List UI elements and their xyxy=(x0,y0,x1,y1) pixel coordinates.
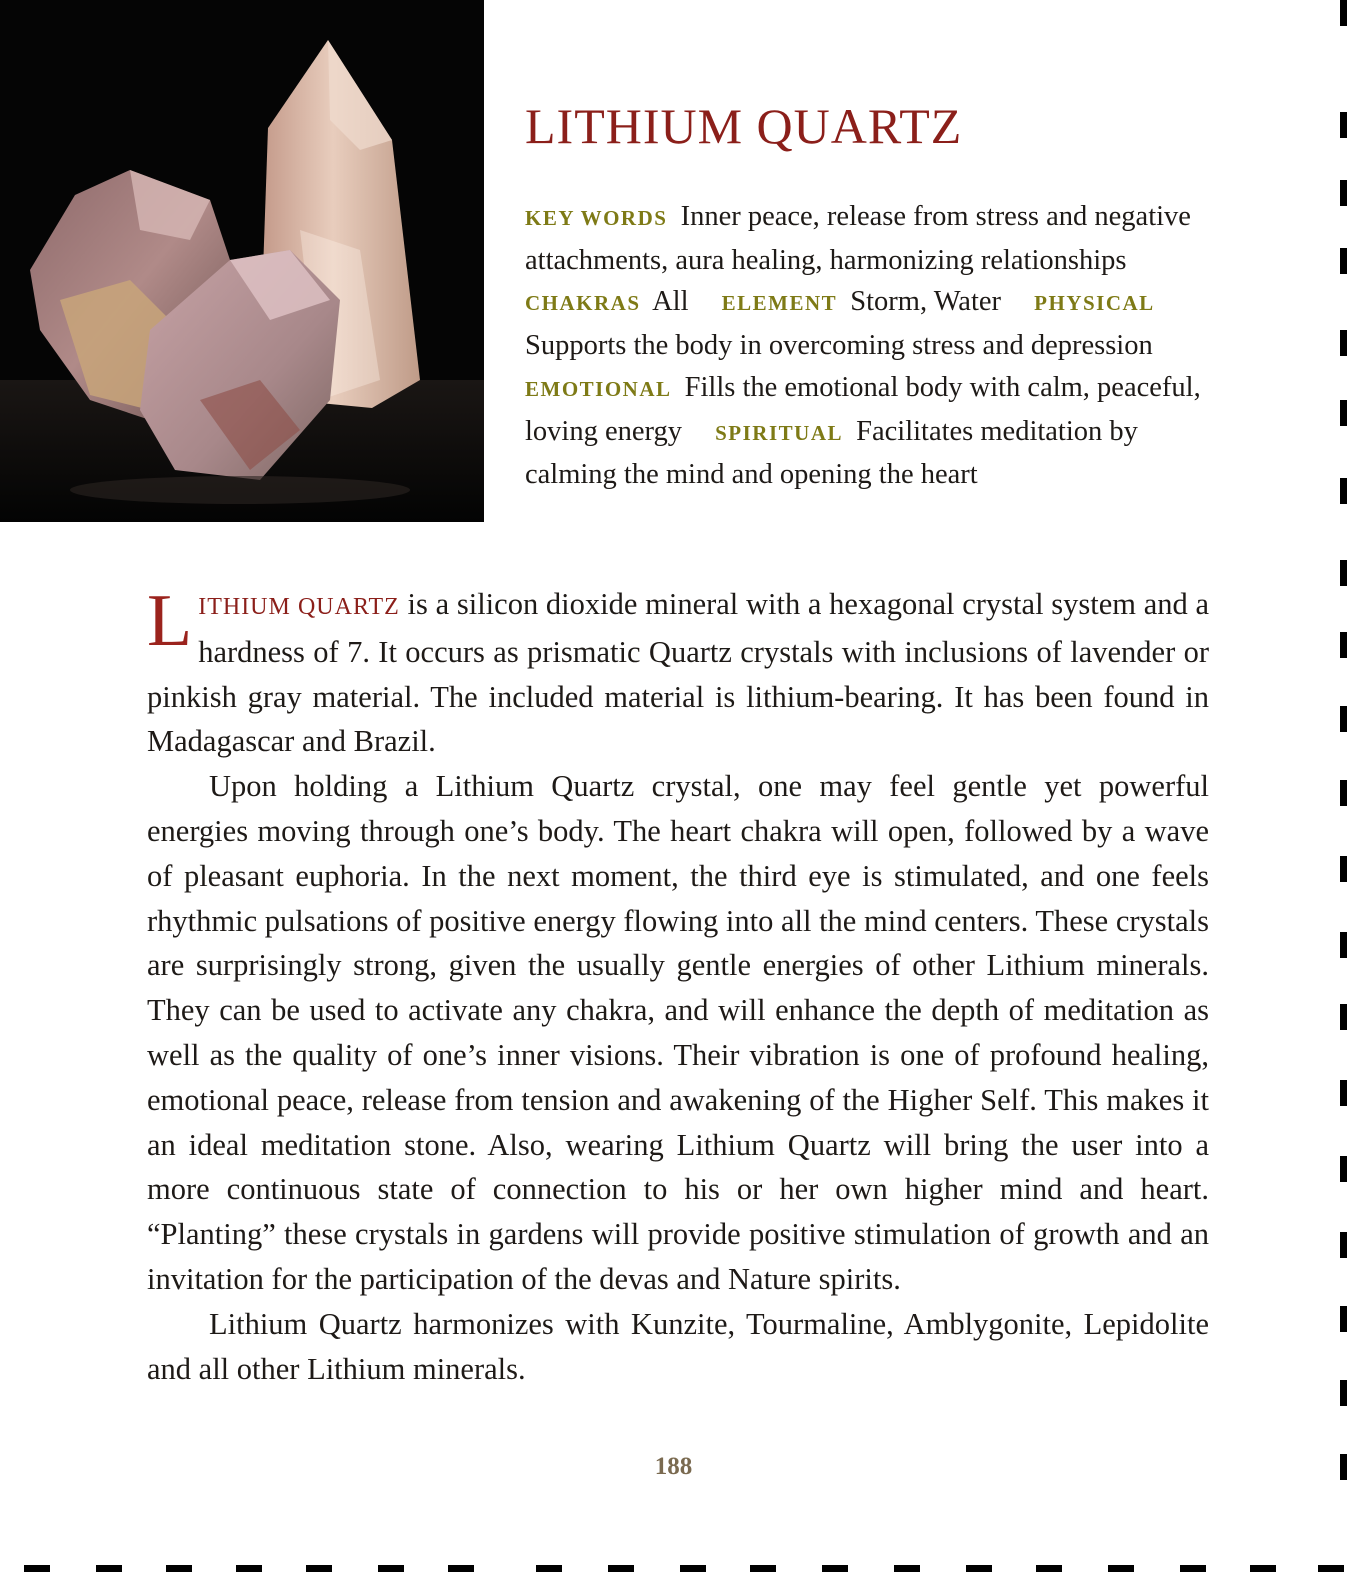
emotional-label: EMOTIONAL xyxy=(525,376,672,401)
drop-cap: L xyxy=(147,580,193,662)
edge-mark xyxy=(1340,112,1347,138)
bottom-edge-marks xyxy=(0,1564,1347,1572)
key-words-label: KEY WORDS xyxy=(525,206,668,230)
edge-mark xyxy=(1340,248,1347,274)
edge-mark xyxy=(1340,1004,1347,1030)
edge-mark xyxy=(236,1565,262,1572)
edge-mark xyxy=(306,1565,332,1572)
edge-mark xyxy=(1340,400,1347,426)
key-words-value: Inner peace, release from stress and negative attachments, aura healing, harmonizing relationships xyxy=(525,201,1191,276)
edge-mark xyxy=(1340,478,1347,504)
physical-value: Supports the body in overcoming stress and depression xyxy=(525,330,1153,362)
paragraph-3: Lithium Quartz harmonizes with Kunzite, Tourmaline, Amblygonite, Lepidolite and all other Lithium minerals. xyxy=(147,1306,1209,1386)
physical-label: PHYSICAL xyxy=(1034,291,1155,316)
edge-mark xyxy=(1340,1380,1347,1406)
right-edge-marks xyxy=(1339,0,1347,1572)
emotional-value: Fills the emotional body with calm, peaceful, loving energy xyxy=(525,371,1201,447)
body-text xyxy=(147,582,1209,1391)
edge-mark xyxy=(1250,1565,1276,1572)
edge-mark xyxy=(1340,330,1347,356)
edge-mark xyxy=(166,1565,192,1572)
edge-mark xyxy=(1340,1080,1347,1106)
paragraph-1 xyxy=(147,582,1209,764)
page-title: LITHIUM QUARTZ xyxy=(525,98,963,154)
paragraph-1-text: is a silicon dioxide mineral with a hexagonal crystal system and a hardness of 7. It occurs as prismatic Quartz crystals with inclusions of lavender or pinkish gray material. The included material is lithium-bearing. It has been found in Madagascar and Brazil. xyxy=(147,587,1209,759)
edge-mark xyxy=(96,1565,122,1572)
page-number: 188 xyxy=(654,1453,693,1480)
edge-mark xyxy=(1318,1565,1344,1572)
edge-mark xyxy=(1340,780,1347,806)
spiritual-value: Facilitates meditation by calming the mind and opening the heart xyxy=(525,415,1138,491)
edge-mark xyxy=(1340,1454,1347,1480)
chakras-label: CHAKRAS xyxy=(525,291,641,316)
edge-mark xyxy=(1180,1565,1206,1572)
edge-mark xyxy=(1340,1232,1347,1258)
edge-mark xyxy=(680,1565,706,1572)
edge-mark xyxy=(1340,632,1347,658)
edge-mark xyxy=(966,1565,992,1572)
edge-mark xyxy=(536,1565,562,1572)
lead-in: ITHIUM QUARTZ xyxy=(198,594,400,620)
edge-mark xyxy=(378,1565,404,1572)
edge-mark xyxy=(1340,706,1347,732)
edge-mark xyxy=(1340,1156,1347,1182)
paragraph-2: Upon holding a Lithium Quartz crystal, one may feel gentle yet powerful energies moving through one’s body. The heart chakra will open, followed by a wave of pleasant euphoria. In the next moment, the third eye is stimulated, and one feels rhythmic pulsations of positive energy flowing into all the mind centers. These crystals are surprisingly strong, given the usually gentle energies of other Lithium minerals. They can be used to activate any chakra, and will enhance the depth of meditation as well as the quality of one’s inner visions. Their vibration is one of profound healing, emotional peace, release from tension and awakening of the Higher Self. This makes it an ideal meditation stone. Also, wearing Lithium Quartz will bring the user into a more continuous state of connection to his or her own higher mind and heart. “Planting” these crystals in gardens will provide positive stimulation of growth and an invitation for the participation of the devas and Nature spirits. xyxy=(147,769,1209,1296)
crystal-photo xyxy=(0,0,484,522)
element-label: ELEMENT xyxy=(721,291,838,316)
edge-mark xyxy=(1340,180,1347,206)
edge-mark xyxy=(608,1565,634,1572)
edge-mark xyxy=(1340,0,1347,26)
properties-block xyxy=(525,196,1215,496)
edge-mark xyxy=(1108,1565,1134,1572)
edge-mark xyxy=(750,1565,776,1572)
edge-mark xyxy=(1036,1565,1062,1572)
chakras-value: All xyxy=(652,286,689,318)
spiritual-label: SPIRITUAL xyxy=(715,420,843,445)
edge-mark xyxy=(1340,856,1347,882)
edge-mark xyxy=(1340,932,1347,958)
edge-mark xyxy=(1340,1306,1347,1332)
edge-mark xyxy=(1340,560,1347,586)
edge-mark xyxy=(822,1565,848,1572)
edge-mark xyxy=(894,1565,920,1572)
element-value: Storm, Water xyxy=(850,286,1002,318)
edge-mark xyxy=(24,1565,50,1572)
edge-mark xyxy=(448,1565,474,1572)
